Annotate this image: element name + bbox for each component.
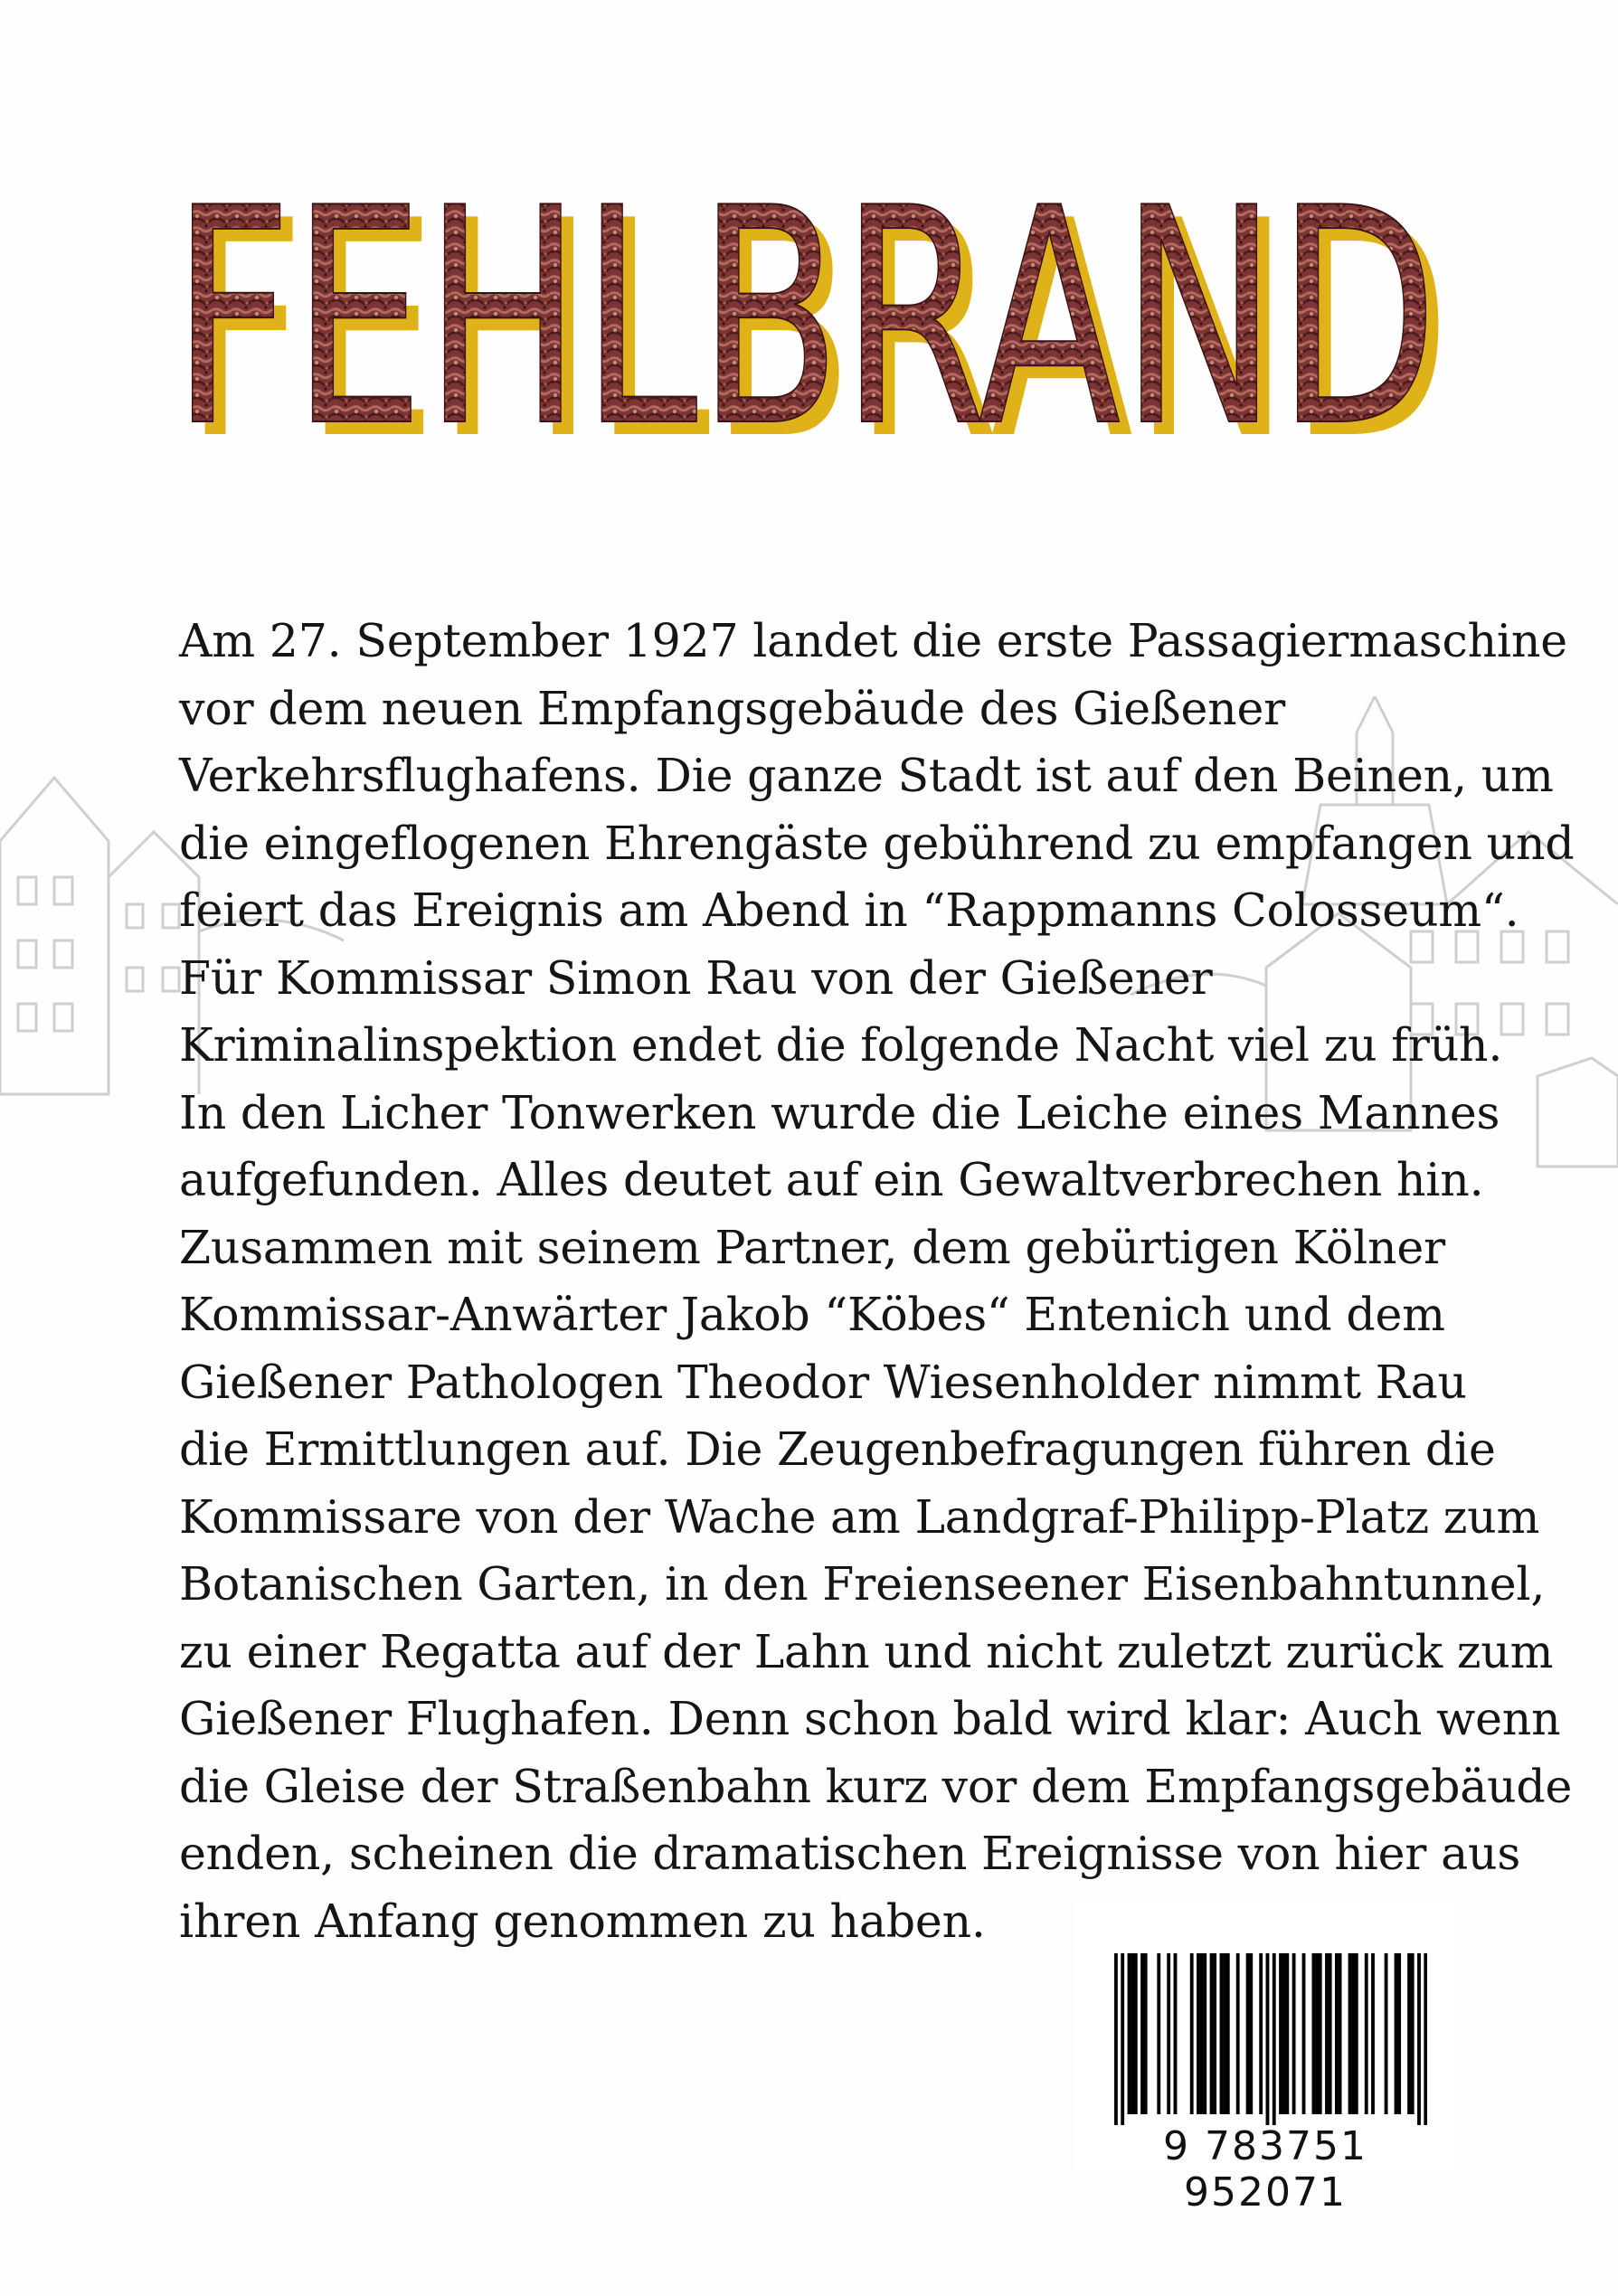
barcode-bar: [1411, 1953, 1415, 2114]
blurb-line: Verkehrsflughafens. Die ganze Stadt ist auf den Beinen, um: [179, 749, 1554, 802]
barcode-bar: [1246, 1953, 1250, 2114]
barcode-bar: [1385, 1953, 1388, 2114]
title-block: [172, 127, 1456, 470]
barcode-bar: [1285, 1953, 1289, 2114]
barcode-bar: [1213, 1953, 1216, 2114]
blurb-line: Gießener Flughafen. Denn schon bald wird klar: Auch wenn: [179, 1692, 1561, 1745]
barcode-bar: [1226, 1953, 1230, 2114]
barcode-bars: [1114, 1953, 1427, 2125]
barcode-bar: [1203, 1953, 1206, 2114]
barcode-bar: [1279, 1953, 1282, 2114]
barcode-bar: [1371, 1953, 1375, 2114]
blurb-line: ihren Anfang genommen zu haben.: [179, 1894, 986, 1948]
barcode-bar: [1174, 1953, 1178, 2114]
barcode-bar: [1121, 1953, 1124, 2125]
barcode-bar: [1335, 1953, 1339, 2114]
barcode-bar: [1114, 1953, 1118, 2125]
barcode-bar: [1144, 1953, 1148, 2114]
barcode-bar: [1134, 1953, 1138, 2114]
barcode-bar: [1131, 1953, 1134, 2114]
blurb-line: In den Licher Tonwerken wurde die Leiche eines Mannes: [179, 1085, 1500, 1139]
barcode-bar: [1190, 1953, 1194, 2114]
barcode-bar: [1351, 1953, 1355, 2114]
title-shadow: FEHLBRAND: [185, 157, 1451, 470]
title-text: FEHLBRAND: [172, 145, 1438, 470]
barcode-bar: [1365, 1953, 1368, 2114]
blurb-line: die eingeflogenen Ehrengäste gebührend zu empfangen und: [179, 816, 1575, 870]
title-graphic: [172, 127, 1456, 470]
barcode-bar: [1140, 1953, 1144, 2114]
barcode-digits: 9 783751 952071: [1163, 2123, 1367, 2216]
blurb-line: enden, scheinen die dramatischen Ereignisse von hier aus: [179, 1827, 1521, 1880]
barcode-bar: [1210, 1953, 1214, 2114]
barcode-bar: [1424, 1953, 1427, 2125]
barcode-bar: [1355, 1953, 1358, 2114]
blurb-line: die Ermittlungen auf. Die Zeugenbefragungen führen die: [179, 1422, 1496, 1476]
barcode-bar: [1266, 1953, 1270, 2125]
barcode-bar: [1223, 1953, 1226, 2114]
blurb-line: Für Kommissar Simon Rau von der Gießener: [179, 950, 1213, 1005]
barcode-bar: [1329, 1953, 1332, 2114]
barcode-bar: [1128, 1953, 1131, 2114]
barcode-bar: [1167, 1953, 1170, 2114]
barcode-bar: [1319, 1953, 1322, 2114]
barcode-bar: [1315, 1953, 1319, 2114]
barcode-bar: [1200, 1953, 1204, 2114]
barcode-bar: [1273, 1953, 1276, 2125]
barcode-bar: [1249, 1953, 1253, 2114]
barcode-bar: [1197, 1953, 1200, 2114]
blurb-line: Kriminalinspektion endet die folgende Nacht viel zu früh.: [179, 1018, 1503, 1072]
barcode-bar: [1282, 1953, 1286, 2114]
barcode-bar: [1292, 1953, 1296, 2114]
blurb-line: Kommissar-Anwärter Jakob “Köbes“ Entenich und dem: [179, 1288, 1445, 1341]
barcode-bar: [1312, 1953, 1316, 2114]
barcode-bar: [1348, 1953, 1352, 2114]
blurb-line: vor dem neuen Empfangsgebäude des Gießener: [179, 681, 1286, 735]
blurb-line: Zusammen mit seinem Partner, dem gebürtigen Kölner: [179, 1220, 1445, 1274]
blurb-line: Botanischen Garten, in den Freienseener Eisenbahntunnel,: [179, 1557, 1546, 1611]
barcode-bar: [1395, 1953, 1398, 2114]
blurb-line: Kommissare von der Wache am Landgraf-Philipp-Platz zum: [179, 1489, 1540, 1544]
blurb-text: [179, 608, 1575, 1955]
blurb-line: die Gleise der Straßenbahn kurz vor dem Empfangsgebäude: [179, 1759, 1573, 1813]
barcode-bar: [1259, 1953, 1263, 2114]
barcode-bar: [1325, 1953, 1329, 2114]
blurb-line: aufgefunden. Alles deutet auf ein Gewaltverbrechen hin.: [179, 1153, 1484, 1206]
blurb-line: feiert das Ereignis am Abend in “Rappmanns Colosseum“.: [179, 883, 1519, 937]
barcode-bar: [1407, 1953, 1411, 2114]
isbn-barcode: [1075, 1899, 1455, 2216]
barcode-bar: [1397, 1953, 1401, 2114]
barcode-bar: [1339, 1953, 1342, 2114]
blurb-line: Gießener Pathologen Theodor Wiesenholder nimmt Rau: [179, 1355, 1467, 1409]
barcode-bar: [1417, 1953, 1421, 2125]
barcode-bar: [1157, 1953, 1160, 2114]
barcode-bar: [1220, 1953, 1224, 2114]
barcode-bar: [1302, 1953, 1306, 2114]
blurb-line: Am 27. September 1927 landet die erste Passagiermaschine: [179, 614, 1567, 667]
barcode-bar: [1236, 1953, 1240, 2114]
blurb-line: zu einer Regatta auf der Lahn und nicht zuletzt zurück zum: [179, 1624, 1554, 1678]
